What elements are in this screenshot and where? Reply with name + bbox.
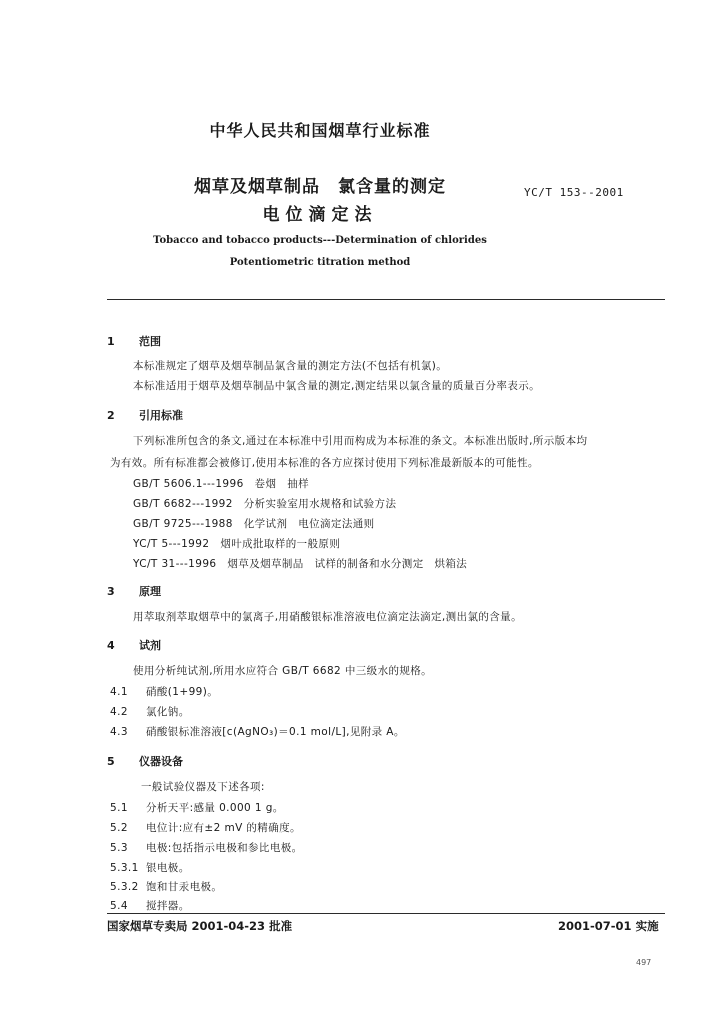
reference-item: YC/T 31---1996 烟草及烟草制品 试样的制备和水分测定 烘箱法 [133, 558, 468, 570]
section-3-heading [107, 583, 161, 599]
approval-info: 国家烟草专卖局 2001-04-23 批准 [107, 919, 293, 933]
standard-code: YC/T 153--2001 [524, 186, 624, 199]
section-2-heading [107, 407, 183, 423]
reference-item: GB/T 6682---1992 分析实验室用水规格和试验方法 [133, 498, 397, 510]
list-item [110, 879, 222, 894]
item-number: 5.2 [110, 822, 128, 834]
english-subtitle: Potentiometric titration method [229, 257, 411, 268]
item-text: 饱和甘汞电极。 [146, 881, 223, 893]
paragraph: 本标准规定了烟草及烟草制品氯含量的测定方法(不包括有机氯)。 [133, 360, 448, 372]
footer-divider [107, 913, 665, 914]
item-number: 5.4 [110, 900, 128, 912]
section-number: 2 [107, 409, 115, 422]
item-number: 5.3.2 [110, 881, 139, 893]
item-number: 5.3 [110, 842, 128, 854]
item-text: 分析天平:感量 0.000 1 g。 [146, 802, 284, 814]
section-number: 3 [107, 585, 115, 598]
item-text: 电极:包括指示电极和参比电极。 [146, 842, 303, 854]
list-item [110, 898, 190, 913]
item-text: 电位计:应有±2 mV 的精确度。 [146, 822, 301, 834]
page-number: 497 [636, 958, 652, 967]
reference-item: GB/T 9725---1988 化学试剂 电位滴定法通则 [133, 518, 375, 530]
document-title: 烟草及烟草制品 氯含量的测定 [194, 177, 446, 197]
section-title: 范围 [139, 335, 161, 348]
section-title: 试剂 [139, 639, 161, 652]
item-number: 4.2 [110, 706, 128, 718]
list-item [110, 704, 190, 719]
item-text: 硝酸银标准溶液[c(AgNO₃)＝0.1 mol/L],见附录 A。 [146, 726, 405, 738]
section-4-heading [107, 637, 161, 653]
english-title: Tobacco and tobacco products---Determination of chlorides [153, 235, 487, 246]
item-text: 搅拌器。 [146, 900, 190, 912]
item-text: 硝酸(1+99)。 [146, 686, 219, 698]
implementation-date: 2001-07-01 实施 [558, 919, 659, 933]
standard-category-header: 中华人民共和国烟草行业标准 [209, 121, 431, 140]
section-number: 1 [107, 335, 115, 348]
section-1-heading [107, 333, 161, 349]
paragraph: 本标准适用于烟草及烟草制品中氯含量的测定,测定结果以氯含量的质量百分率表示。 [133, 380, 541, 392]
list-item [110, 840, 303, 855]
item-text: 银电极。 [146, 862, 190, 874]
section-number: 5 [107, 755, 115, 768]
list-item [110, 684, 218, 699]
paragraph: 下列标准所包含的条文,通过在本标准中引用而构成为本标准的条文。本标准出版时,所示版本均 [133, 435, 588, 447]
list-item [110, 860, 190, 875]
list-item [110, 800, 284, 815]
paragraph: 为有效。所有标准都会被修订,使用本标准的各方应探讨使用下列标准最新版本的可能性。 [110, 457, 539, 469]
paragraph: 一般试验仪器及下述各项: [141, 781, 265, 793]
section-number: 4 [107, 639, 115, 652]
reference-item: GB/T 5606.1---1996 卷烟 抽样 [133, 478, 310, 490]
header-divider [107, 299, 665, 300]
item-number: 4.1 [110, 686, 128, 698]
section-5-heading [107, 753, 183, 769]
section-title: 引用标准 [139, 409, 183, 422]
section-title: 仪器设备 [139, 755, 183, 768]
item-number: 5.3.1 [110, 862, 139, 874]
item-number: 4.3 [110, 726, 128, 738]
paragraph: 使用分析纯试剂,所用水应符合 GB/T 6682 中三级水的规格。 [133, 665, 433, 677]
section-title: 原理 [139, 585, 161, 598]
document-subtitle: 电位滴定法 [262, 205, 378, 225]
reference-item: YC/T 5---1992 烟叶成批取样的一般原则 [133, 538, 341, 550]
paragraph: 用萃取剂萃取烟草中的氯离子,用硝酸银标准溶液电位滴定法滴定,测出氯的含量。 [133, 611, 522, 623]
item-text: 氯化钠。 [146, 706, 190, 718]
list-item [110, 724, 405, 739]
list-item [110, 820, 301, 835]
item-number: 5.1 [110, 802, 128, 814]
